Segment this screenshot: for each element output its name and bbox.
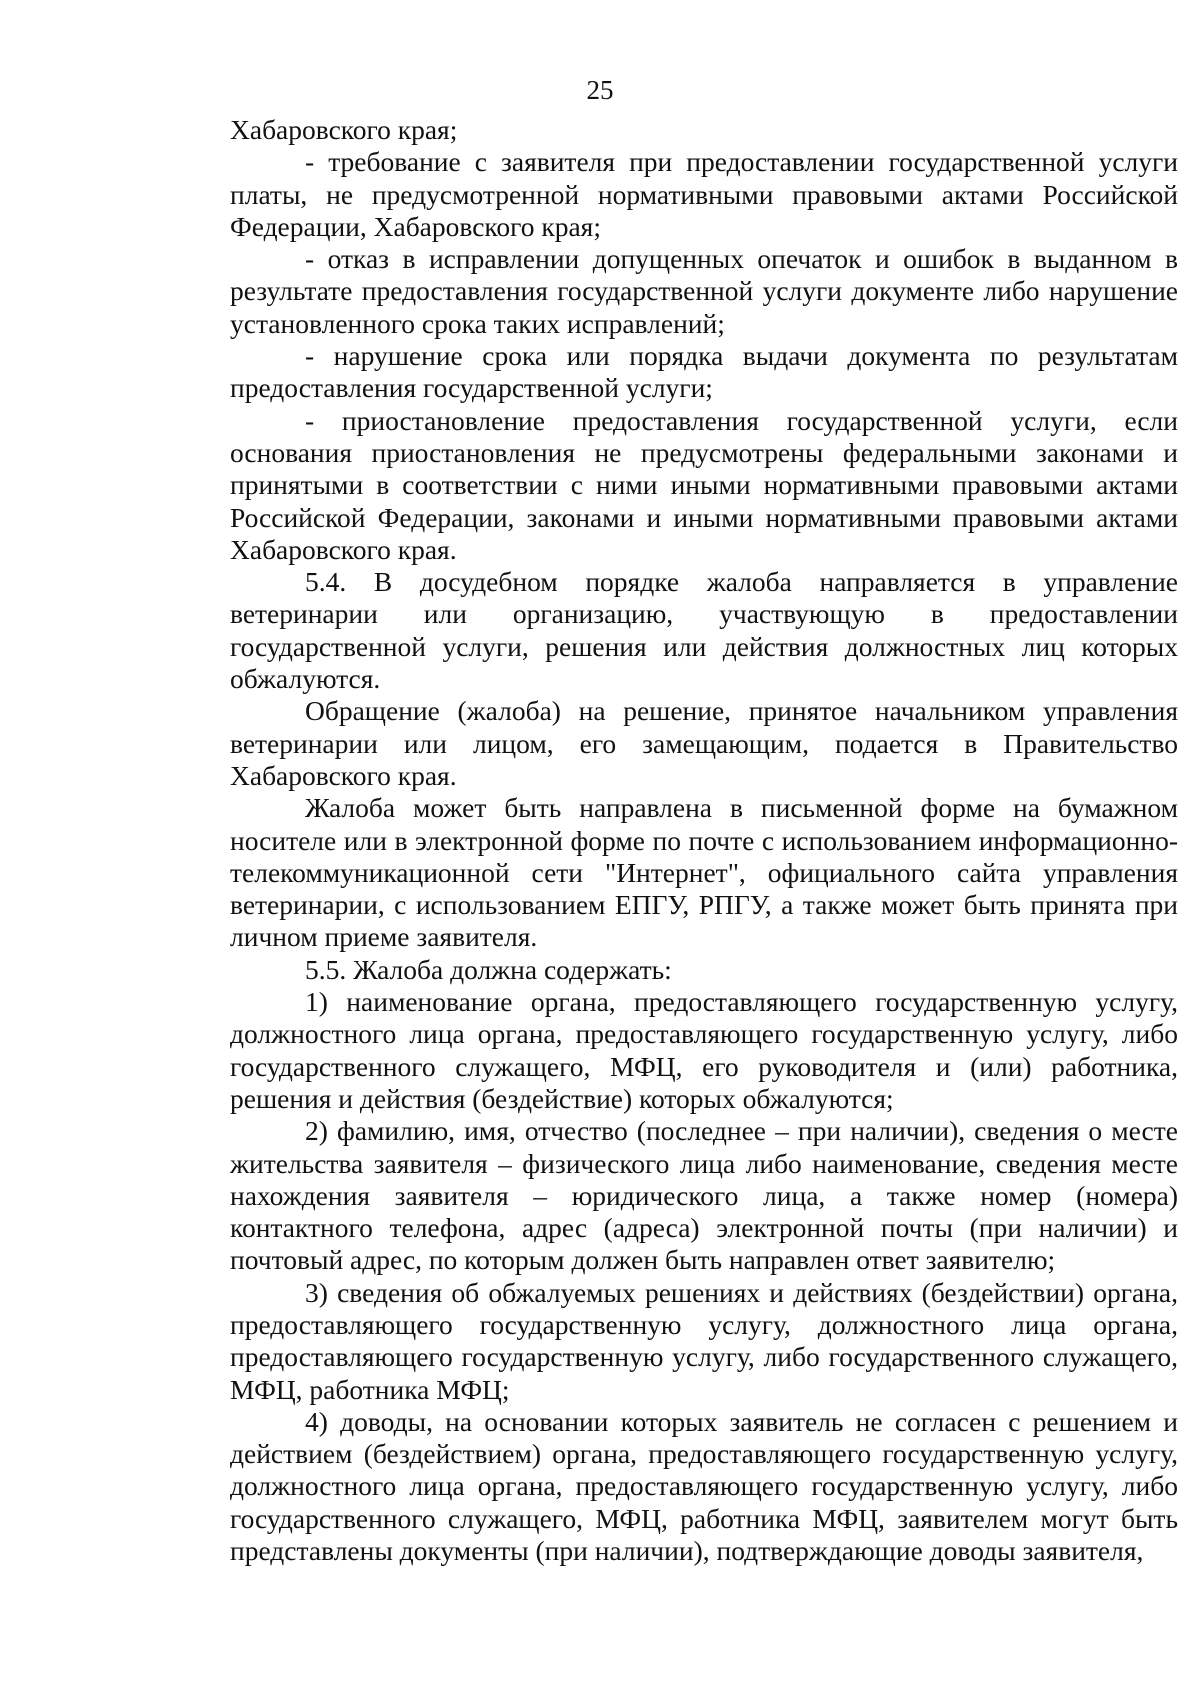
list-item-4: 4) доводы, на основании которых заявитель не согласен с решением и действием (бездействием) органа, предоставляющего государственную услугу, должностного лица органа, предоставляющего государственную услугу, либо государственного служащего, МФЦ, работника МФЦ, заявителем могут быть представлены документы (при наличии), подтверждающие доводы заявителя, xyxy=(230,1405,1178,1567)
page-number-text: 25 xyxy=(586,75,614,105)
list-item-1: 1) наименование органа, предоставляющего государственную услугу, должностного лица органа, предоставляющего государственную услугу, либо государственного служащего, МФЦ, его руководителя и (или) работника, решения и действия (бездействие) которых обжалуются; xyxy=(230,986,1178,1114)
paragraph-fee-requirement: - требование с заявителя при предоставлении государственной услуги платы, не предусмотренной нормативными правовыми актами Российской Федерации, Хабаровского края; xyxy=(230,146,1178,242)
paragraph-section-5-5: 5.5. Жалоба должна содержать: xyxy=(305,953,672,985)
paragraph-continuation: Хабаровского края; xyxy=(230,114,458,145)
paragraph-appeal-government: Обращение (жалоба) на решение, принятое начальником управления ветеринарии или лицом, его замещающим, подается в Правительство Хабаровского края. xyxy=(230,695,1178,791)
paragraph-submission-methods: Жалоба может быть направлена в письменной форме на бумажном носителе или в электронной форме по почте с использованием информационно-телекоммуникационной сети "Интернет", официального сайта управления ветеринарии, с использованием ЕПГУ, РПГУ, а также может быть принята при личном приеме заявителя. xyxy=(230,792,1178,953)
paragraph-section-5-4: 5.4. В досудебном порядке жалоба направляется в управление ветеринарии или организацию, участвующую в предоставлении государственной услуги, решения или действия должностных лиц которых обжалуются. xyxy=(230,566,1178,695)
document-body xyxy=(230,114,1178,1567)
paragraph-suspension: - приостановление предоставления государственной услуги, если основания приостановления не предусмотрены федеральными законами и принятыми в соответствии с ними иными нормативными правовыми актами Российской Федерации, законами и иными нормативными правовыми актами Хабаровского края. xyxy=(230,404,1178,565)
list-item-3: 3) сведения об обжалуемых решениях и действиях (бездействии) органа, предоставляющего государственную услугу, должностного лица органа, предоставляющего государственную услугу, либо государственного служащего, МФЦ, работника МФЦ; xyxy=(230,1276,1178,1405)
paragraph-issuance-violation: - нарушение срока или порядка выдачи документа по результатам предоставления государственной услуги; xyxy=(230,340,1178,404)
page-number xyxy=(0,74,1200,106)
paragraph-correction-refusal: - отказ в исправлении допущенных опечаток и ошибок в выданном в результате предоставления государственной услуги документе либо нарушение установленного срока таких исправлений; xyxy=(230,243,1178,339)
list-item-2: 2) фамилию, имя, отчество (последнее – при наличии), сведения о месте жительства заявителя – физического лица либо наименование, сведения месте нахождения заявителя – юридического лица, а также номер (номера) контактного телефона, адрес (адреса) электронной почты (при наличии) и почтовый адрес, по которым должен быть направлен ответ заявителю; xyxy=(230,1115,1178,1276)
